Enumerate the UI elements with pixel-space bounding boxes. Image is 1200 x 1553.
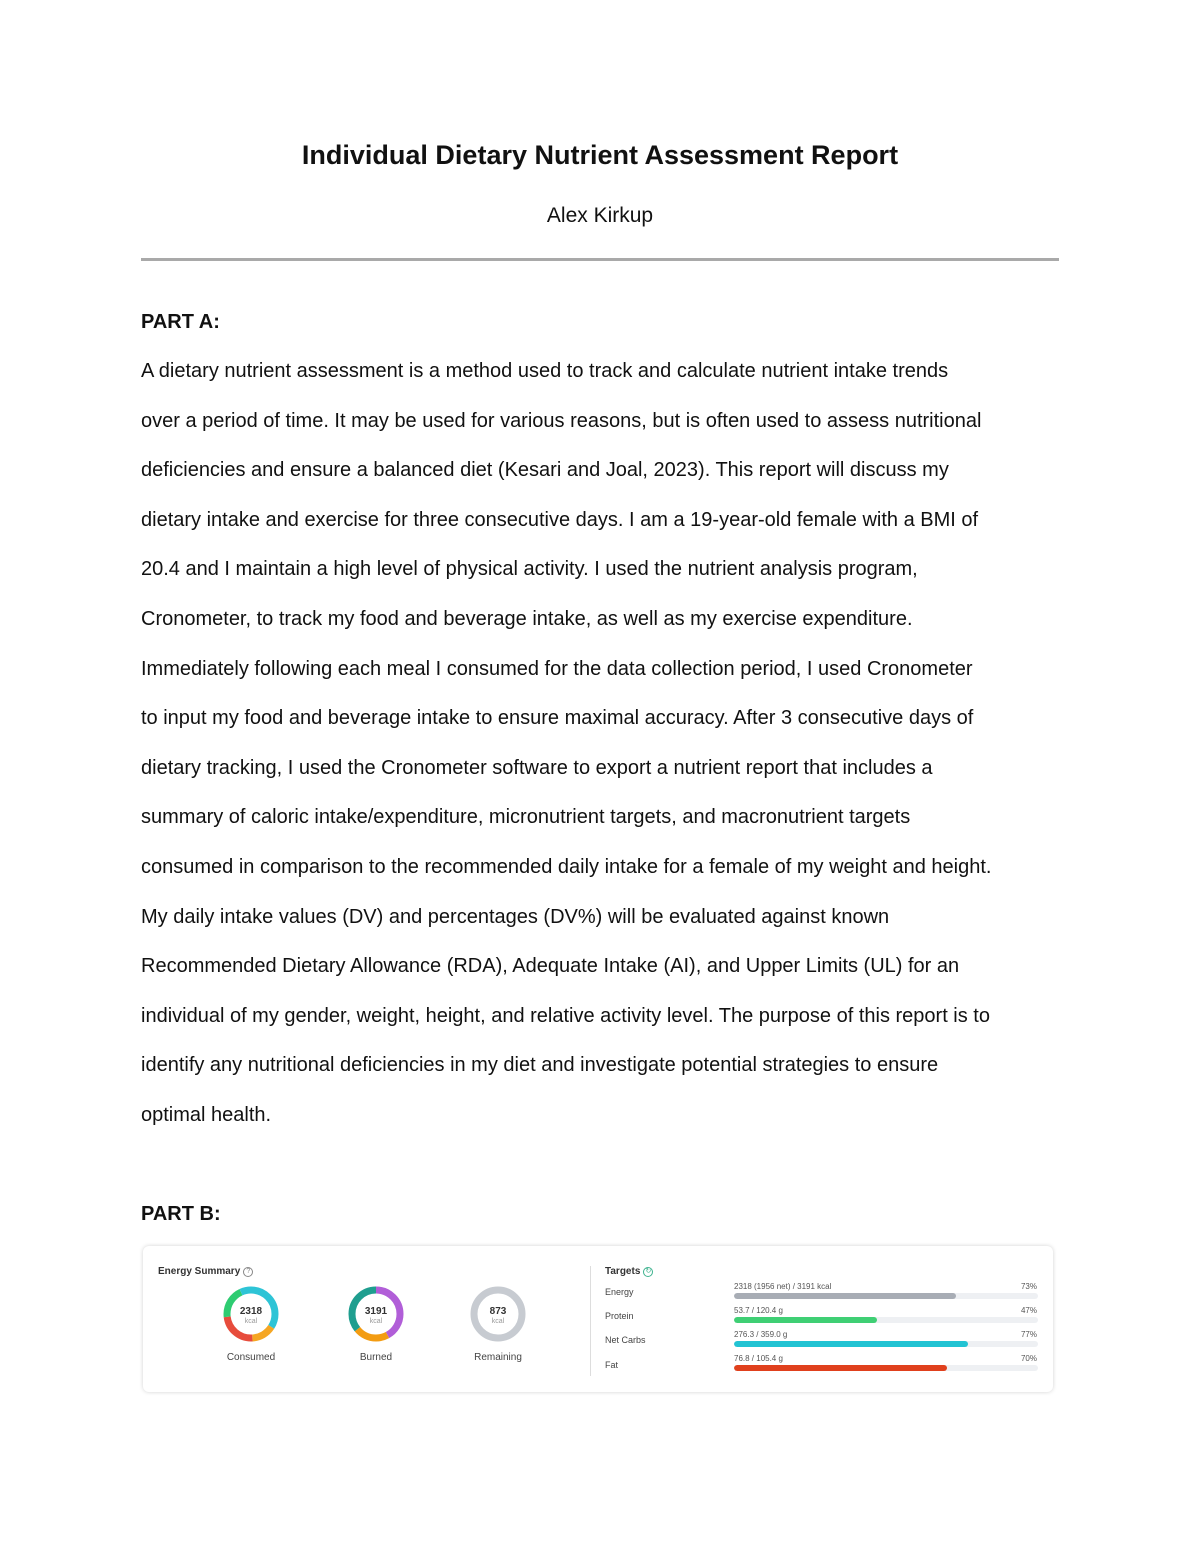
burned-unit: kcal xyxy=(369,1318,383,1325)
paragraph-line: over a period of time. It may be used for various reasons, but is often used to assess nutritional xyxy=(141,409,982,432)
paragraph-line: Immediately following each meal I consumed for the data collection period, I used Cronometer xyxy=(141,657,973,680)
paragraph-line: deficiencies and ensure a balanced diet (Kesari and Joal, 2023). This report will discuss my xyxy=(141,459,949,482)
report-title: Individual Dietary Nutrient Assessment Report xyxy=(301,140,899,170)
target-value-protein: 53.7 / 120.4 g xyxy=(734,1306,783,1315)
target-value-energy: 2318 (1956 net) / 3191 kcal xyxy=(734,1282,832,1291)
target-fill-fat xyxy=(734,1365,947,1371)
target-pct-protein: 47% xyxy=(1020,1306,1037,1315)
paragraph-line: individual of my gender, weight, height, and relative activity level. The purpose of this report is to xyxy=(141,1004,990,1027)
target-pct-net-carbs: 77% xyxy=(1020,1330,1037,1339)
target-bar-fat xyxy=(734,1365,1038,1371)
target-fill-energy xyxy=(734,1293,956,1299)
consumed-label: Consumed xyxy=(226,1352,276,1363)
paragraph-line: Cronometer, to track my food and beverage intake, as well as my exercise expenditure. xyxy=(141,607,913,630)
author-name: Alex Kirkup xyxy=(546,204,654,227)
energy-summary-title: Energy Summary ? xyxy=(158,1266,253,1277)
target-bar-energy xyxy=(734,1293,1038,1299)
paragraph-line: Recommended Dietary Allowance (RDA), Adequate Intake (AI), and Upper Limits (UL) for an xyxy=(141,955,960,978)
targets-title: Targets ↻ xyxy=(605,1266,653,1277)
remaining-ring xyxy=(468,1284,528,1344)
burned-label: Burned xyxy=(359,1352,393,1363)
part-a-paragraph xyxy=(141,347,1061,1141)
remaining-unit: kcal xyxy=(491,1318,505,1325)
remaining-label: Remaining xyxy=(474,1352,522,1363)
target-value-fat: 76.8 / 105.4 g xyxy=(734,1354,783,1363)
target-label-fat: Fat xyxy=(605,1360,619,1370)
target-value-net-carbs: 276.3 / 359.0 g xyxy=(734,1330,788,1339)
target-label-net-carbs: Net Carbs xyxy=(605,1335,646,1345)
question-circle-icon: ? xyxy=(243,1267,253,1277)
energy-targets-screenshot xyxy=(143,1246,1053,1392)
target-bar-protein xyxy=(734,1317,1038,1323)
target-pct-fat: 70% xyxy=(1020,1354,1037,1363)
consumed-unit: kcal xyxy=(244,1318,258,1325)
burned-ring xyxy=(346,1284,406,1344)
target-label-energy: Energy xyxy=(605,1287,634,1297)
target-bar-net-carbs xyxy=(734,1341,1038,1347)
part-a-heading: PART A: xyxy=(141,311,220,333)
paragraph-line: dietary tracking, I used the Cronometer software to export a nutrient report that includes a xyxy=(141,756,933,779)
remaining-value: 873 xyxy=(489,1306,507,1317)
paragraph-line: 20.4 and I maintain a high level of physical activity. I used the nutrient analysis program, xyxy=(141,558,918,581)
paragraph-line: optimal health. xyxy=(141,1103,272,1126)
paragraph-line: summary of caloric intake/expenditure, micronutrient targets, and macronutrient targets xyxy=(141,806,911,829)
consumed-ring xyxy=(221,1284,281,1344)
consumed-value: 2318 xyxy=(239,1306,263,1317)
target-fill-net-carbs xyxy=(734,1341,968,1347)
burned-value: 3191 xyxy=(364,1306,388,1317)
target-fill-protein xyxy=(734,1317,877,1323)
refresh-icon: ↻ xyxy=(643,1267,653,1277)
paragraph-line: dietary intake and exercise for three consecutive days. I am a 19-year-old female with a BMI of xyxy=(141,508,979,531)
part-b-heading: PART B: xyxy=(141,1203,221,1225)
panel-divider xyxy=(590,1266,591,1376)
target-label-protein: Protein xyxy=(605,1311,634,1321)
title-divider xyxy=(141,258,1059,261)
target-pct-energy: 73% xyxy=(1020,1282,1037,1291)
paragraph-line: identify any nutritional deficiencies in my diet and investigate potential strategies to ensure xyxy=(141,1054,939,1077)
paragraph-line: consumed in comparison to the recommended daily intake for a female of my weight and height. xyxy=(141,855,992,878)
paragraph-line: to input my food and beverage intake to ensure maximal accuracy. After 3 consecutive days of xyxy=(141,707,974,730)
paragraph-line: A dietary nutrient assessment is a method used to track and calculate nutrient intake trends xyxy=(141,360,949,382)
paragraph-line: My daily intake values (DV) and percentages (DV%) will be evaluated against known xyxy=(141,905,890,928)
